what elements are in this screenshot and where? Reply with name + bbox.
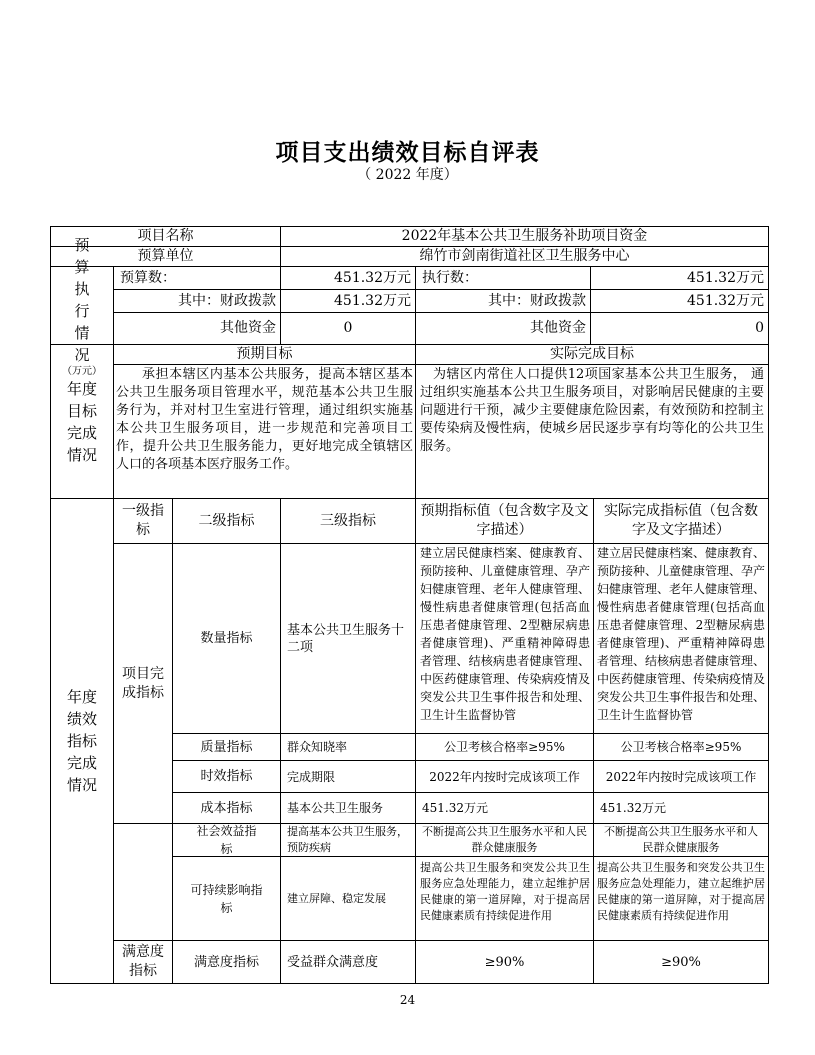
other-funds-label: 其他资金 [220, 320, 276, 336]
satisfaction-expected: ≥90% [484, 954, 525, 970]
goals-section-cell [51, 345, 113, 498]
budget-amount-label: 预算数： [120, 269, 176, 286]
fiscal-allocation-exec: 451.32万元 [687, 292, 764, 309]
goals-section-label: 年度目标完成情况 [66, 379, 97, 464]
satisfaction-actual: ≥90% [661, 954, 701, 970]
page-subtitle: （ 2022 年度） [357, 167, 458, 183]
sustainability-actual: 提高公共卫生服务和突发公共卫生服务应急处理能力，建立起维护居民健康的第一道屏障，对于提高居民健康素质有持续促进作用 [597, 861, 765, 922]
budget-section-label: 预算执行情况 [74, 235, 90, 364]
quality-level3: 群众知晓率 [287, 740, 348, 754]
timeliness-level3: 完成期限 [287, 769, 336, 784]
quantity-level3: 基本公共卫生服务十二项 [287, 622, 405, 655]
budget-unit-label: 预算单位 [137, 248, 194, 264]
execution-amount-label: 执行数： [422, 269, 478, 286]
quantity-expected: 建立居民健康档案、健康教育、预防接种、儿童健康管理、孕产妇健康管理、老年人健康管理、慢性病患者健康管理(包括高血压患者健康管理、2型糖尿病患者健康管理)、严重精神障碍患者管理、结核病患者健康管理、中医药健康管理、传染病疫情及突发公共卫生事件报告和处理、卫生计生监督协管 [420, 546, 590, 722]
header-level1: 一级指标 [122, 503, 164, 538]
actual-goal-header: 实际完成目标 [550, 346, 634, 362]
fiscal-allocation-budget: 451.32万元 [334, 292, 411, 309]
social-benefit-actual: 不断提高公共卫生服务水平和人民群众健康服务 [604, 825, 758, 854]
budget-section-unit: （万元） [62, 365, 102, 377]
social-benefit-level3: 提高基本公共卫生服务，预防疾病 [287, 825, 408, 854]
timeliness-expected: 2022年内按时完成该项工作 [429, 769, 580, 784]
sustainability-expected: 提高公共卫生服务和突发公共卫生服务应急处理能力，建立起维护居民健康的第一道屏障，对于提高居民健康素质有持续促进作用 [420, 861, 590, 922]
cost-actual: 451.32万元 [600, 801, 666, 815]
expected-goal-header: 预期目标 [236, 346, 293, 362]
header-level3: 三级指标 [320, 512, 376, 529]
fiscal-allocation-label: 其中：财政拨款 [178, 292, 276, 309]
header-expected: 预期指标值（包含数字及文字描述） [420, 503, 589, 538]
budget-section-cell [51, 235, 113, 377]
page-number: 24 [399, 993, 416, 1007]
budget-amount-value: 451.32万元 [334, 269, 411, 286]
other-funds-budget: 0 [343, 320, 353, 336]
project-name-value: 2022年基本公共卫生服务补助项目资金 [401, 228, 648, 244]
sustainability-indicator-label: 可持续影响指标 [190, 882, 263, 915]
quality-expected: 公卫考核合格率≥95% [444, 740, 565, 754]
cost-indicator-label: 成本指标 [200, 800, 253, 816]
sustainability-level3: 建立屏障、稳定发展 [287, 891, 386, 905]
cost-expected: 451.32万元 [422, 801, 488, 815]
satisfaction-group-label: 满意度指标 [122, 944, 164, 979]
timeliness-indicator-label: 时效指标 [200, 769, 253, 784]
other-funds-exec-label: 其他资金 [530, 320, 586, 336]
quantity-actual: 建立居民健康档案、健康教育、预防接种、儿童健康管理、孕产妇健康管理、老年人健康管理、慢性病患者健康管理(包括高血压患者健康管理、2型糖尿病患者健康管理)、严重精神障碍患者管理、结核病患者健康管理、中医药健康管理、传染病疫情及突发公共卫生事件报告和处理、卫生计生监督协管 [597, 546, 766, 722]
satisfaction-indicator-label: 满意度指标 [193, 954, 259, 970]
indicators-section-cell [51, 499, 113, 983]
satisfaction-level3: 受益群众满意度 [287, 954, 379, 970]
other-funds-exec: 0 [755, 320, 764, 336]
timeliness-actual: 2022年内按时完成该项工作 [605, 769, 757, 784]
budget-unit-value: 绵竹市剑南街道社区卫生服务中心 [419, 248, 630, 264]
actual-goal-text: 为辖区内常住人口提供12项国家基本公共卫生服务， 通过组织实施基本公共卫生服务项目，对影响居民健康的主要问题进行干预，减少主要健康危险因素，有效预防和控制主要传染病及慢性病，使城乡居民逐步享有均等化的公共卫生服务。 [420, 367, 764, 454]
page-title: 项目支出绩效目标自评表 [275, 140, 540, 166]
quantity-indicator-label: 数量指标 [200, 631, 253, 646]
fiscal-allocation-exec-label: 其中：财政拨款 [488, 292, 586, 309]
cost-level3: 基本公共卫生服务 [287, 801, 384, 815]
quality-indicator-label: 质量指标 [200, 739, 253, 755]
header-level2: 二级指标 [198, 512, 255, 529]
project-name-label: 项目名称 [137, 228, 194, 244]
quality-actual: 公卫考核合格率≥95% [620, 740, 742, 754]
social-benefit-indicator-label: 社会效益指标 [196, 824, 257, 856]
expected-goal-text: 承担本辖区内基本公共服务，提高本辖区基本公共卫生服务项目管理水平，规范基本公共卫生服务行为，并对村卫生室进行管理，通过组织实施基本公共卫生服务项目，进一步规范和完善项目工作，提升公共卫生服务能力，更好地完成全镇辖区人口的各项基本医疗服务工作。 [116, 367, 413, 472]
execution-amount-value: 451.32万元 [687, 269, 764, 286]
project-completion-indicators: 项目完成指标 [122, 665, 164, 701]
indicators-section-label: 年度绩效指标完成情况 [66, 688, 97, 794]
social-benefit-expected: 不断提高公共卫生服务水平和人民群众健康服务 [422, 825, 587, 854]
header-actual: 实际完成指标值（包含数字及文字描述） [604, 503, 758, 538]
